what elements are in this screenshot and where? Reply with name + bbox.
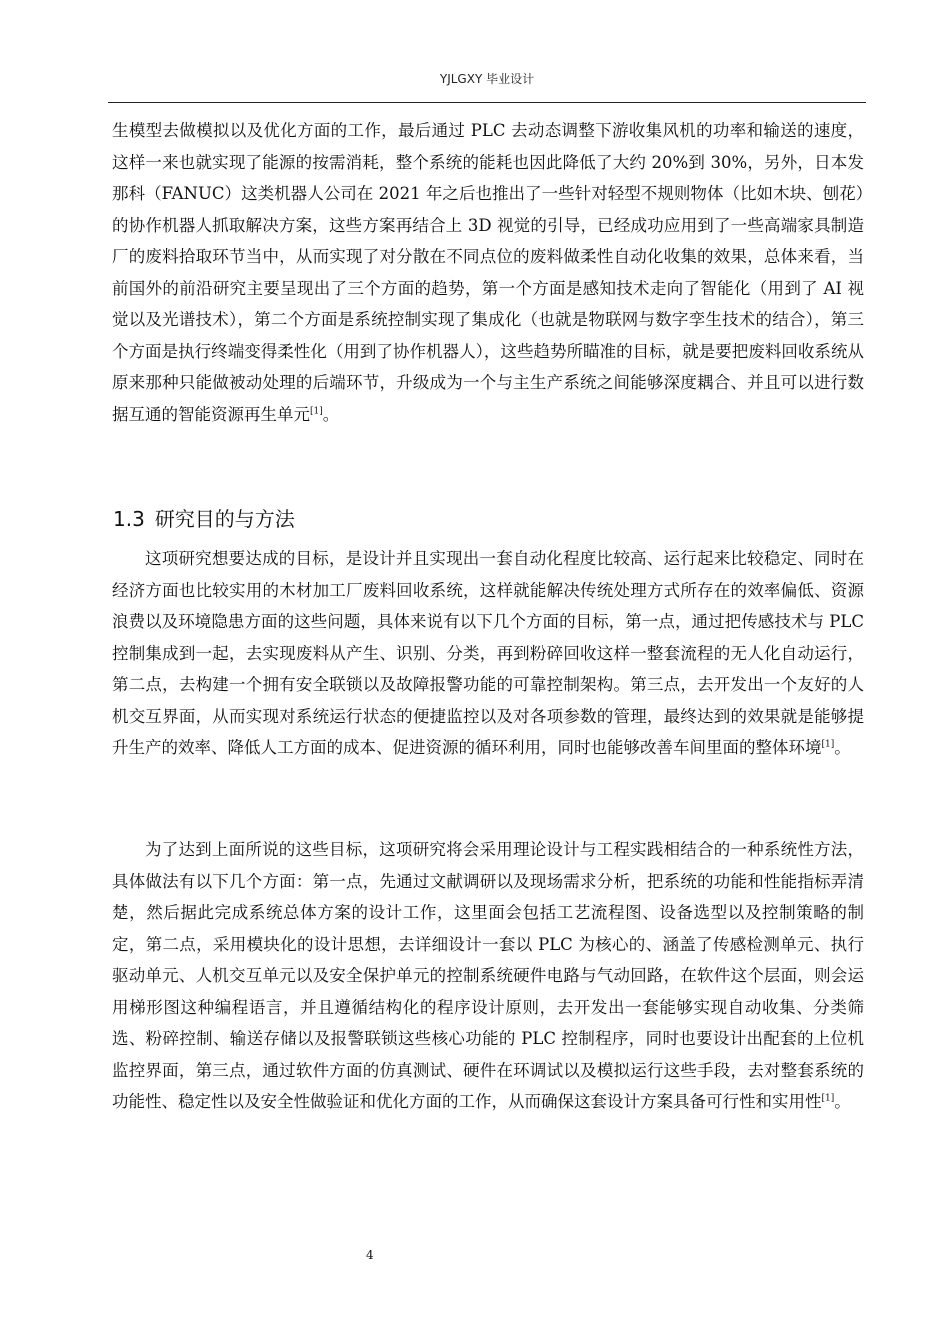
paragraph-end: 。: [834, 738, 851, 757]
paragraph-text: 这项研究想要达成的目标，是设计并且实现出一套自动化程度比较高、运行起来比较稳定、同时在经济方面也比较实用的木材加工厂废料回收系统，这样就能解决传统处理方式所存在的效率偏低、资源浪费以及环境隐患方面的这些问题，具体来说有以下几个方面的目标，第一点，通过把传感技术与 PLC 控制集成到一起，去实现废料从产生、识别、分类，再到粉碎回收这样一整套流程的无人化自动运行，第二点，去构建一个拥有安全联锁以及故障报警功能的可靠控制架构。第三点，去开发出一个友好的人机交互界面，从而实现对系统运行状态的便捷监控以及对各项参数的管理，最终达到的效果就是能够提升生产的效率、降低人工方面的成本、促进资源的循环利用，同时也能够改善车间里面的整体环境: [112, 549, 864, 757]
citation-marker: [1]: [310, 406, 323, 416]
paragraph-intro-continued: [112, 115, 864, 430]
header-divider: [108, 102, 866, 103]
section-title: 研究目的与方法: [154, 507, 295, 531]
running-header: YJLGXY 毕业设计: [439, 72, 535, 86]
paragraph-end: 。: [322, 404, 340, 424]
paragraph-text: 为了达到上面所说的这些目标，这项研究将会采用理论设计与工程实践相结合的一种系统性方法，具体做法有以下几个方面：第一点，先通过文献调研以及现场需求分析，把系统的功能和性能指标弄清楚，然后据此完成系统总体方案的设计工作，这里面会包括工艺流程图、设备选型以及控制策略的制定，第二点，采用模块化的设计思想，去详细设计一套以 PLC 为核心的、涵盖了传感检测单元、执行驱动单元、人机交互单元以及安全保护单元的控制系统硬件电路与气动回路，在软件这个层面，则会运用梯形图这种编程语言，并且遵循结构化的程序设计原则，去开发出一套能够实现自动收集、分类筛选、粉碎控制、输送存储以及报警联锁这些核心功能的 PLC 控制程序，同时也要设计出配套的上位机监控界面，第三点，通过软件方面的仿真测试、硬件在环调试以及模拟运行这些手段，去对整套系统的功能性、稳定性以及安全性做验证和优化方面的工作，从而确保这套设计方案具备可行性和实用性: [112, 840, 864, 1111]
paragraph-objectives: [112, 543, 864, 764]
section-heading: [113, 504, 295, 534]
paragraph-text: 生模型去做模拟以及优化方面的工作，最后通过 PLC 去动态调整下游收集风机的功率和输送的速度，这样一来也就实现了能源的按需消耗，整个系统的能耗也因此降低了大约 20%到 30%，另外，日本发那科（FANUC）这类机器人公司在 2021 年之后也推出了一些针对轻型不规则物体（比如木块、刨花）的协作机器人抓取解决方案，这些方案再结合上 3D 视觉的引导，已经成功应用到了一些高端家具制造厂的废料拾取环节当中，从而实现了对分散在不同点位的废料做柔性自动化收集的效果，总体来看，当前国外的前沿研究主要呈现出了三个方面的趋势，第一个方面是感知技术走向了智能化（用到了 AI 视觉以及光谱技术），第二个方面是系统控制实现了集成化（也就是物联网与数字孪生技术的结合），第三个方面是执行终端变得柔性化（用到了协作机器人），这些趋势所瞄准的目标，就是要把废料回收系统从原来那种只能做被动处理的后端环节，升级成为一个与主生产系统之间能够深度耦合、并且可以进行数据互通的智能资源再生单元: [112, 121, 864, 424]
citation-marker: [1]: [821, 739, 835, 750]
paragraph-methods: [112, 834, 864, 1118]
paragraph-end: 。: [834, 1092, 851, 1111]
section-number: 1.3: [113, 507, 145, 531]
page-number: 4: [366, 1248, 374, 1262]
citation-marker: [1]: [821, 1093, 835, 1104]
